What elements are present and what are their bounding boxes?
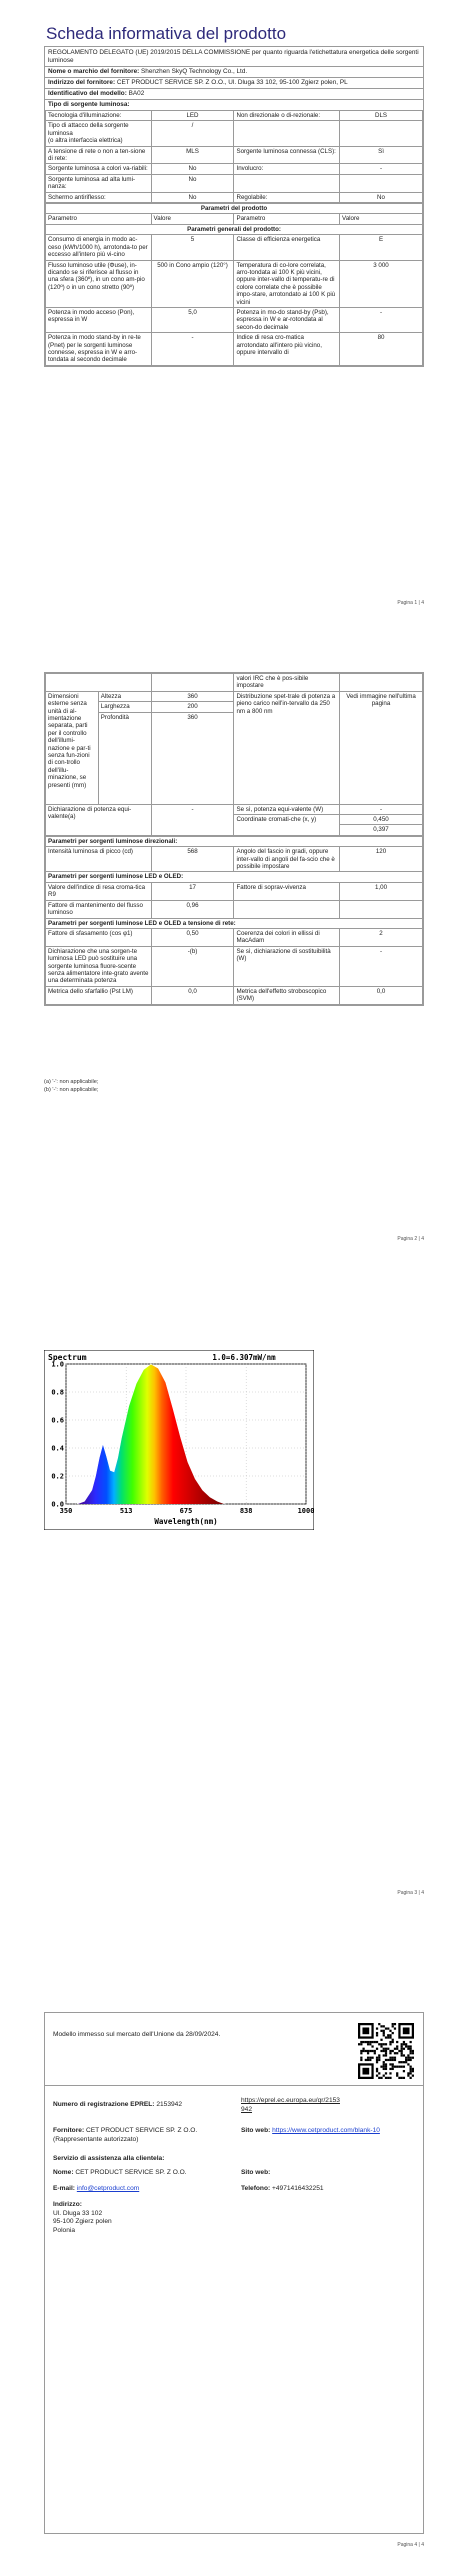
x-tick-label: 350: [59, 1507, 73, 1515]
page-1: [0, 0, 452, 620]
market-text: Modello immesso sul mercato dell'Unione da 28/09/2024.: [53, 2031, 221, 2038]
supplier-label: Fornitore:: [53, 2127, 85, 2134]
page-number: Pagina 2 | 4: [397, 1236, 424, 1242]
name-row: [53, 2169, 187, 2178]
table-row: [46, 235, 423, 260]
table-label: Classe di efficienza energetica: [234, 235, 340, 260]
website2-row: [241, 2169, 270, 2178]
source-type-header-text: Tipo di sorgente luminosa:: [48, 101, 130, 108]
page-3: [0, 1310, 452, 1930]
dimensions-label: Dimensioni esterne senza unità di al-imentazione separata, parti per il controllo dell'illumi-nazione e par-ti senza fun-zioni di con-trollo dell'illu-minazione, se presenti (mm): [46, 691, 99, 804]
table-value: -: [340, 946, 423, 986]
table-value: 500 in Cono ampio (120°): [151, 260, 234, 307]
spd-label: Distribuzione spet-trale di potenza a pieno carico nell'in-tervallo da 250 nm a 800 nm: [234, 691, 340, 804]
table-row: [46, 986, 423, 1004]
table-row: [46, 174, 423, 192]
email-row: [53, 2185, 139, 2194]
chroma-label: Coordinate cromati-che (x, y): [234, 815, 340, 836]
table-value: 0,96: [151, 900, 234, 918]
y-tick-label: 0.6: [51, 1416, 64, 1425]
supplier-address-row: [45, 78, 423, 89]
table-value: No: [151, 192, 234, 202]
supplier-address-value: CET PRODUCT SERVICE SP. Z O.O., Ul. Dluga 33 102, 95-100 Zgierz polen, PL: [116, 79, 348, 86]
website-label: Sito web:: [241, 2127, 271, 2134]
mains-header: Parametri per sorgenti luminose LED e OLED a tensione di rete:: [46, 918, 423, 928]
spectrum-chart: [44, 1350, 314, 1530]
table-row: [46, 900, 423, 918]
table-value: 568: [151, 847, 234, 872]
product-info-box: [44, 46, 424, 367]
params-continued-box: [44, 672, 424, 1006]
table-value: 17: [151, 882, 234, 900]
params-table: [45, 203, 423, 366]
phone-label: Telefono:: [241, 2185, 271, 2192]
dim-height-label: Altezza: [98, 691, 151, 701]
address-label: Indirizzo:: [53, 2201, 82, 2208]
column-header: Parametro: [46, 214, 152, 224]
table-label: Consumo di energia in modo ac-ceso (kWh/1000 h), arrotonda-to per eccesso all'intero più vi-cino: [46, 235, 152, 260]
page-2: [0, 660, 452, 1260]
supplier-name-value: Shenzhen SkyQ Technology Co., Ltd.: [141, 68, 248, 75]
y-tick-label: 0.2: [51, 1472, 64, 1481]
table-label: Valore dell'indice di resa croma-tica R9: [46, 882, 152, 900]
x-tick-label: 513: [119, 1507, 133, 1515]
table-value: -: [340, 164, 423, 174]
email-label: E-mail:: [53, 2185, 75, 2192]
general-params-header: Parametri generali del prodotto:: [46, 224, 423, 234]
dim-width-value: 200: [151, 702, 234, 712]
model-id-value: BA02: [128, 90, 145, 97]
website2-label: Sito web:: [241, 2169, 271, 2176]
table-label: Tecnologia d'illuminazione:: [46, 111, 152, 121]
x-tick-label: 1000: [297, 1507, 314, 1515]
table-label: Sorgente luminosa ad alta lumi-nanza:: [46, 174, 152, 192]
supplier-name-row: [45, 67, 423, 78]
directional-header: Parametri per sorgenti luminose direzionali:: [46, 836, 423, 846]
regulation-text: REGOLAMENTO DELEGATO (UE) 2019/2015 DELLA COMMISSIONE per quanto riguarda l'etichettatura energetica delle sorgenti luminose: [45, 47, 423, 67]
page-number: Pagina 4 | 4: [397, 2542, 424, 2548]
params-sections-table: [45, 836, 423, 1005]
spd-value: Vedi immagine nell'ultima pagina: [340, 691, 423, 804]
eq-power-label: Dichiarazione di potenza equi-valente(a): [46, 804, 152, 835]
model-id-label: Identificativo del modello:: [48, 90, 127, 97]
table-label: Flusso luminoso utile (Φuse), in-dicando se si riferisce al flusso in una sfera (360º), in un cono am-pio (120º) o in un cono stretto (90º): [46, 260, 152, 307]
service-label: Servizio di assistenza alla clientela:: [53, 2155, 165, 2162]
table-value: -: [340, 307, 423, 332]
table-cell: [340, 674, 423, 692]
table-row: [46, 946, 423, 986]
address-line: 95-100 Zgierz polen: [53, 2218, 112, 2225]
dim-height-value: 360: [151, 691, 234, 701]
footnote-a: (a) '-': non applicabile;: [44, 1079, 99, 1085]
qr-code-icon[interactable]: [358, 2023, 414, 2079]
table-value: 0,0: [340, 986, 423, 1004]
table-row: [46, 260, 423, 307]
address-line: Ul. Dluga 33 102: [53, 2209, 103, 2217]
dim-depth-value: 360: [151, 712, 234, 804]
type-table: [45, 110, 423, 203]
table-value: No: [151, 164, 234, 174]
table-label: Regolabile:: [234, 192, 340, 202]
address-block: [53, 2201, 112, 2235]
x-axis-label: Wavelength(nm): [154, 1517, 218, 1526]
table-value: 0,0: [151, 986, 234, 1004]
dim-width-label: Larghezza: [98, 702, 151, 712]
table-value: No: [340, 192, 423, 202]
name-value: CET PRODUCT SERVICE SP. Z O.O.: [75, 2169, 187, 2176]
table-label: Coerenza dei colori in ellissi di MacAdam: [234, 928, 340, 946]
product-params-header: Parametri del prodotto: [46, 204, 423, 214]
footnotes: [44, 1078, 98, 1094]
column-header: Valore: [340, 214, 423, 224]
table-value: No: [151, 174, 234, 192]
table-label: [234, 121, 340, 146]
table-value: -: [151, 333, 234, 366]
table-label: Metrica dell'effetto stroboscopico (SVM): [234, 986, 340, 1004]
column-header: Valore: [151, 214, 234, 224]
table-value: 5,0: [151, 307, 234, 332]
table-row: [46, 192, 423, 202]
eq-power-right-label: Se sì, potenza equi-valente (W): [234, 804, 340, 814]
website-link[interactable]: https://www.cetproduct.com/blank-10: [272, 2127, 380, 2134]
table-label: Tipo di attacco della sorgente luminosa (o altra interfaccia elettrica): [46, 121, 152, 146]
page-4: [0, 1960, 452, 2560]
eprel-link[interactable]: https://eprel.ec.europa.eu/qr/2153942: [241, 2097, 340, 2113]
params-continued-table: [45, 673, 423, 836]
table-value: Sì: [340, 146, 423, 164]
eprel-row: [53, 2101, 182, 2110]
supplier-address-label: Indirizzo del fornitore:: [48, 79, 116, 86]
eq-power-value: -: [151, 804, 234, 835]
cri-range-cont: valori IRC che è pos-sibile impostare: [234, 674, 340, 692]
table-cell: [151, 674, 234, 692]
table-value: MLS: [151, 146, 234, 164]
supplier-value: CET PRODUCT SERVICE SP. Z O.O. (Rappresentante autorizzato): [53, 2127, 198, 2143]
page-number: Pagina 3 | 4: [397, 1890, 424, 1896]
address-line: Polonia: [53, 2226, 75, 2234]
table-value: [340, 900, 423, 918]
table-value: 3 000: [340, 260, 423, 307]
column-headers: [46, 214, 423, 224]
website-row: [241, 2127, 391, 2136]
footnote-b: (b) '-': non applicabile;: [44, 1087, 99, 1093]
table-label: Angolo del fascio in gradi, oppure inter-vallo di angoli del fa-scio che è possibile impostare: [234, 847, 340, 872]
chroma-x: 0,450: [340, 815, 423, 825]
table-label: Dichiarazione che una sorgen-te luminosa LED può sostituire una sorgente luminosa fluore-scente senza alimentatore inte-grato avente una determinata potenza: [46, 946, 152, 986]
column-header: Parametro: [234, 214, 340, 224]
contact-box: [44, 2012, 424, 2534]
name-label: Nome:: [53, 2169, 74, 2176]
table-value: 80: [340, 333, 423, 366]
phone-value: +4971416432251: [272, 2185, 324, 2192]
table-label: Se sì, dichiarazione di sostituibilità (W): [234, 946, 340, 986]
phone-row: [241, 2185, 324, 2194]
eprel-value: 2153942: [156, 2101, 183, 2108]
table-value: LED: [151, 111, 234, 121]
table-row: [46, 882, 423, 900]
table-label: Schermo antiriflesso:: [46, 192, 152, 202]
table-label: Temperatura di co-lore correlata, arro-tondata ai 100 K più vicini, oppure inter-vallo di temperatu-re di colore correlate che è possibile impo-stare, arrotondato ai 100 K più vicini: [234, 260, 340, 307]
eq-power-right-value: -: [340, 804, 423, 814]
table-label: Indice di resa cro-matica arrotondato all'intero più vicino, oppure intervallo di: [234, 333, 340, 366]
dim-depth-label: Profondità: [98, 712, 151, 804]
table-label: Fattore di mantenimento del flusso luminoso: [46, 900, 152, 918]
model-id-row: [45, 89, 423, 100]
y-tick-label: 1.0: [51, 1360, 64, 1369]
divider: [45, 2085, 423, 2086]
table-label: Fattore di sfasamento (cos φ1): [46, 928, 152, 946]
table-value: /: [151, 121, 234, 146]
eprel-label: Numero di registrazione EPREL:: [53, 2101, 155, 2108]
table-label: Metrica dello sfarfallio (Pst LM): [46, 986, 152, 1004]
table-label: A tensione di rete o non a ten-sione di rete:: [46, 146, 152, 164]
table-label: Potenza in mo-do stand-by (Psb), espressa in W e ar-rotondata al secon-do decimale: [234, 307, 340, 332]
table-row: [46, 111, 423, 121]
table-label: [234, 174, 340, 192]
table-label: Fattore di soprav-vivenza: [234, 882, 340, 900]
table-row: [46, 121, 423, 146]
x-tick-label: 838: [239, 1507, 253, 1515]
y-tick-label: 0.8: [51, 1388, 64, 1397]
table-value: -(b): [151, 946, 234, 986]
table-row: [46, 847, 423, 872]
table-row: [46, 804, 423, 814]
table-label: Intensità luminosa di picco (cd): [46, 847, 152, 872]
table-row: [46, 333, 423, 366]
table-value: 120: [340, 847, 423, 872]
table-value: 0,50: [151, 928, 234, 946]
spectrum-svg: [44, 1350, 314, 1530]
table-row: [46, 164, 423, 174]
table-row: [46, 674, 423, 692]
supplier-name-label: Nome o marchio del fornitore:: [48, 68, 140, 75]
table-label: Non direzionale o di-rezionale:: [234, 111, 340, 121]
table-label: Sorgente luminosa connessa (CLS):: [234, 146, 340, 164]
email-link[interactable]: info@cetproduct.com: [76, 2185, 140, 2192]
table-value: [340, 174, 423, 192]
table-label: Potenza in modo acceso (Pon), espressa in W: [46, 307, 152, 332]
service-header: [53, 2155, 164, 2164]
table-value: DLS: [340, 111, 423, 121]
table-row: [46, 146, 423, 164]
chart-title: Spectrum: [48, 1353, 87, 1362]
table-row: [46, 307, 423, 332]
y-tick-label: 0.0: [51, 1500, 64, 1509]
chart-annotation: 1.0=6.307mW/nm: [212, 1353, 276, 1362]
table-label: Potenza in modo stand-by in re-te (Pnet) per le sorgenti luminose connesse, espressa in W e arro-tondata al secondo decimale: [46, 333, 152, 366]
y-tick-label: 0.4: [51, 1444, 64, 1453]
table-value: 1,00: [340, 882, 423, 900]
table-label: Sorgente luminosa a colori va-riabili:: [46, 164, 152, 174]
led-header: Parametri per sorgenti luminose LED e OLED:: [46, 872, 423, 882]
table-value: 5: [151, 235, 234, 260]
page-number: Pagina 1 | 4: [397, 600, 424, 606]
table-row: [46, 691, 423, 701]
x-tick-label: 675: [179, 1507, 193, 1515]
page-title: Scheda informativa del prodotto: [46, 24, 287, 43]
supplier-row: [53, 2127, 231, 2144]
source-type-header: [45, 100, 423, 110]
table-cell: [46, 674, 152, 692]
table-label: [234, 900, 340, 918]
table-value: 2: [340, 928, 423, 946]
table-label: Involucro:: [234, 164, 340, 174]
table-row: [46, 928, 423, 946]
table-value: [340, 121, 423, 146]
chroma-y: 0,397: [340, 825, 423, 835]
table-value: E: [340, 235, 423, 260]
